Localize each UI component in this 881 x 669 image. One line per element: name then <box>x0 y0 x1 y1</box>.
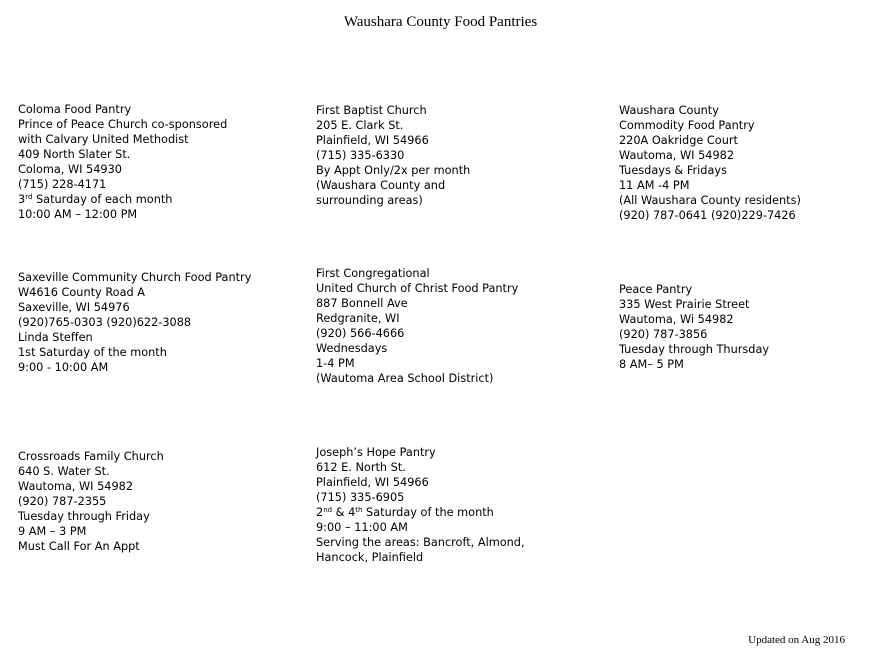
pantry-address: 409 North Slater St. <box>18 148 131 161</box>
updated-note: Updated on Aug 2016 <box>748 634 845 646</box>
pantry-schedule <box>316 505 525 520</box>
pantry-phone: (715) 228-4171 <box>18 178 107 191</box>
pantry-name: Coloma Food Pantry <box>18 103 132 116</box>
pantry-contact: Linda Steffen <box>18 331 93 344</box>
pantry-schedule <box>18 192 227 207</box>
pantry-hours: 10:00 AM – 12:00 PM <box>18 208 138 221</box>
pantry-schedule: Tuesdays & Fridays <box>619 164 727 177</box>
pantry-name: United Church of Christ Food Pantry <box>316 282 519 295</box>
pantry-city: Wautoma, WI 54982 <box>18 480 134 493</box>
pantry-name: Saxeville Community Church Food Pantry <box>18 271 252 284</box>
schedule-day-number: 3 <box>18 193 26 206</box>
pantry-line: Serving the areas: Bancroft, Almond, <box>316 536 525 549</box>
pantry-schedule: Tuesday through Friday <box>18 510 150 523</box>
pantry-hours: 11 AM -4 PM <box>619 179 690 192</box>
pantry-schedule: Tuesday through Thursday <box>619 343 770 356</box>
pantry-peace <box>619 282 769 372</box>
pantry-line: (All Waushara County residents) <box>619 194 801 207</box>
pantry-phone: (920) 787-0641 (920)229-7426 <box>619 209 796 222</box>
pantry-city: Redgranite, WI <box>316 312 400 325</box>
schedule-day-mid: & 4 <box>332 506 356 519</box>
pantry-schedule: By Appt Only/2x per month <box>316 164 471 177</box>
pantry-line: surrounding areas) <box>316 194 423 207</box>
pantry-line: Hancock, Plainfield <box>316 551 424 564</box>
pantry-city: Wautoma, WI 54982 <box>619 149 735 162</box>
pantry-line: Prince of Peace Church co-sponsored <box>18 118 228 131</box>
pantry-coloma <box>18 102 227 222</box>
schedule-day-suffix: rd <box>25 193 33 201</box>
pantry-address: 335 West Prairie Street <box>619 298 750 311</box>
pantry-name: Peace Pantry <box>619 283 693 296</box>
pantry-city: Plainfield, WI 54966 <box>316 476 429 489</box>
pantry-schedule: Wednesdays <box>316 342 388 355</box>
pantry-hours: 1-4 PM <box>316 357 355 370</box>
pantry-address: 220A Oakridge Court <box>619 134 738 147</box>
schedule-day-suffix: nd <box>323 506 333 514</box>
schedule-day-number: 2 <box>316 506 324 519</box>
pantry-address: 612 E. North St. <box>316 461 406 474</box>
pantry-first-baptist <box>316 103 470 208</box>
pantry-phone: (715) 335-6905 <box>316 491 405 504</box>
pantry-josephs-hope <box>316 445 525 565</box>
pantry-phone: (715) 335-6330 <box>316 149 405 162</box>
pantry-phone: (920) 566-4666 <box>316 327 405 340</box>
pantry-line: (Waushara County and <box>316 179 446 192</box>
pantry-name: First Baptist Church <box>316 104 427 117</box>
page-title: Waushara County Food Pantries <box>343 14 538 30</box>
pantry-phone: (920)765-0303 (920)622-3088 <box>18 316 192 329</box>
pantry-hours: 8 AM– 5 PM <box>619 358 684 371</box>
pantry-hours: 9:00 – 11:00 AM <box>316 521 408 534</box>
pantry-city: Saxeville, WI 54976 <box>18 301 130 314</box>
pantry-name: First Congregational <box>316 267 430 280</box>
schedule-day-rest: Saturday of the month <box>362 506 494 519</box>
pantry-address: 887 Bonnell Ave <box>316 297 408 310</box>
pantry-line: (Wautoma Area School District) <box>316 372 494 385</box>
schedule-mid-suffix: th <box>355 506 363 514</box>
pantry-saxeville <box>18 270 251 375</box>
pantry-address: 205 E. Clark St. <box>316 119 404 132</box>
pantry-phone: (920) 787-2355 <box>18 495 107 508</box>
pantry-schedule: 1st Saturday of the month <box>18 346 167 359</box>
pantry-hours: 9:00 - 10:00 AM <box>18 361 109 374</box>
pantry-phone: (920) 787-3856 <box>619 328 708 341</box>
pantry-city: Coloma, WI 54930 <box>18 163 122 176</box>
pantry-name: Waushara County <box>619 104 719 117</box>
schedule-day-rest: Saturday of each month <box>32 193 173 206</box>
pantry-name: Commodity Food Pantry <box>619 119 755 132</box>
pantry-address: W4616 County Road A <box>18 286 146 299</box>
pantry-line: with Calvary United Methodist <box>18 133 189 146</box>
pantry-address: 640 S. Water St. <box>18 465 110 478</box>
pantry-crossroads <box>18 449 164 554</box>
pantry-first-congregational <box>316 266 518 386</box>
pantry-line: Must Call For An Appt <box>18 540 140 553</box>
pantry-name: Crossroads Family Church <box>18 450 164 463</box>
pantry-city: Plainfield, WI 54966 <box>316 134 429 147</box>
pantry-hours: 9 AM – 3 PM <box>18 525 87 538</box>
pantry-waushara-commodity <box>619 103 801 223</box>
pantry-city: Wautoma, Wi 54982 <box>619 313 734 326</box>
pantry-name: Joseph’s Hope Pantry <box>316 446 436 459</box>
